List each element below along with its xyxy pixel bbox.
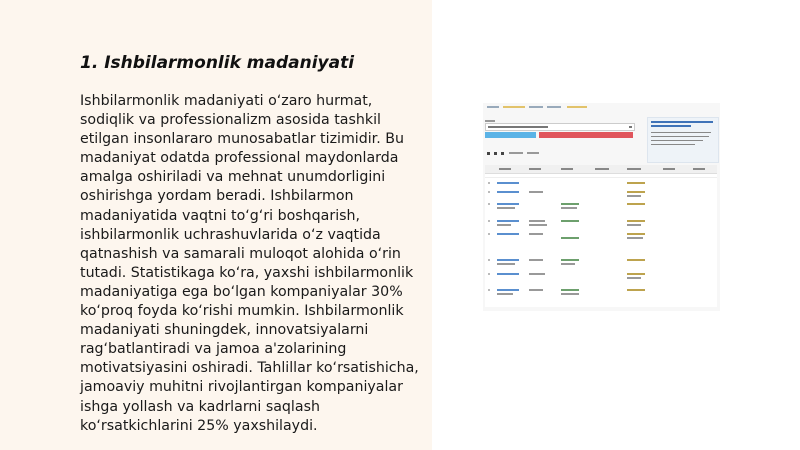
- screenshot-controls: [487, 151, 547, 155]
- screenshot-side-panel: [647, 117, 719, 163]
- section-heading: 1. Ishbilarmonlik madaniyati: [80, 53, 355, 73]
- screenshot-blue-button: [485, 132, 536, 138]
- section-body-text: Ishbilarmonlik madaniyati o‘zaro hurmat, sodiqlik va professionalizm asosida tashkil etilgan insonlararo munosabatlar tizimidir. Bu madaniyat odatda professional maydonlarda amalga oshiriladi va mehnat unumdorligini oshirishga yordam beradi. Ishbilarmon madaniyatida vaqtni to‘g‘ri boshqarish, ishbilarmonlik uchrashuvlarida o‘z vaqtida qatnashish va samarali muloqot alohida o‘rin tutadi. Statistikaga ko‘ra, yaxshi ishbilarmonlik madaniyatiga ega bo‘lgan kompaniyalar 30% ko‘proq foyda ko‘rishi mumkin. Ishbilarmonlik madaniyati shuningdek, innovatsiyalarni rag‘batlantiradi va jamoa a'zolarining motivatsiyasini oshiradi. Tahlillar ko‘rsatishicha, jamoaviy muhitni rivojlantirgan kompaniyalar ishga yollash va kadrlarni saqlash ko‘rsatkichlarini 25% yaxshilaydi.: [80, 93, 419, 434]
- screenshot-red-button: [539, 132, 633, 138]
- screenshot-top-nav: [487, 105, 597, 109]
- embedded-app-screenshot: [483, 103, 720, 311]
- screenshot-table: [485, 165, 717, 307]
- screenshot-select: [485, 123, 635, 131]
